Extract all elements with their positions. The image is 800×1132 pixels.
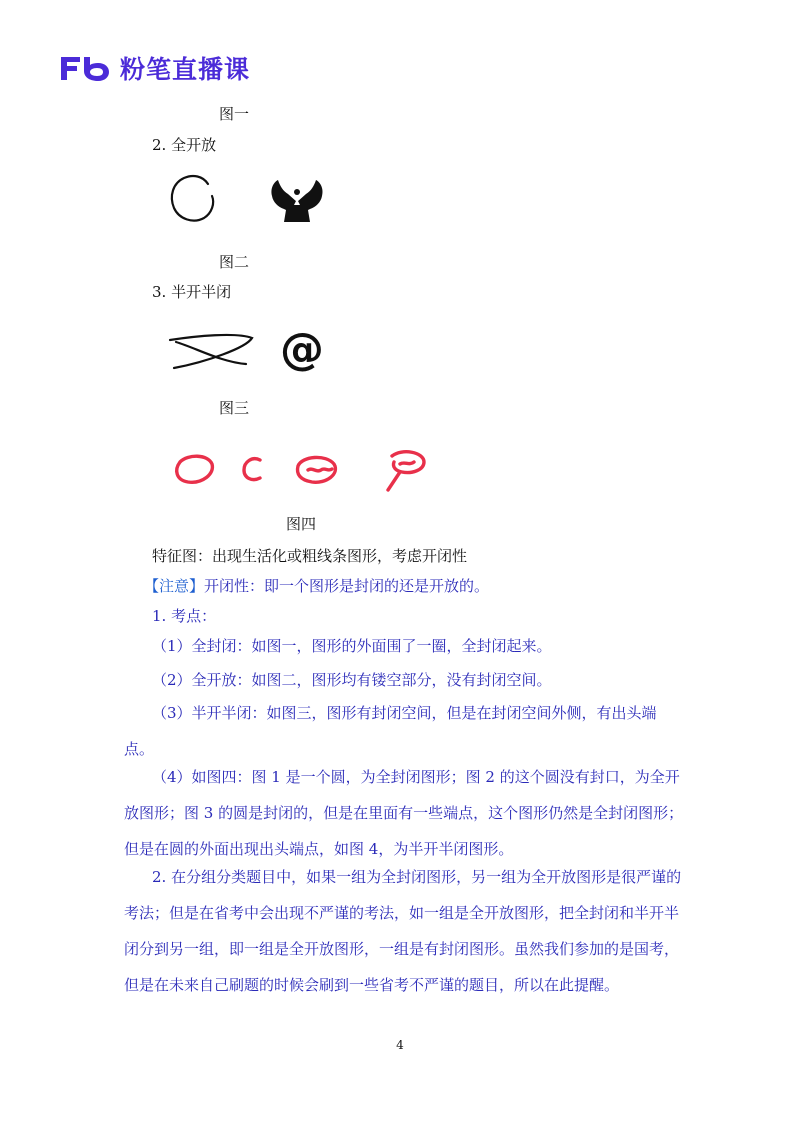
point-3: （3）半开半闭：如图三，图形有封闭空间，但是在封闭空间外侧，有出头端点。 (124, 704, 657, 758)
point-1: （1）全封闭：如图一，图形的外面围了一圈，全封闭起来。 (152, 637, 552, 655)
point-2: （2）全开放：如图二，图形均有镂空部分，没有封闭空间。 (152, 671, 552, 689)
section-full-open: 2. 全开放 (152, 136, 217, 154)
feature-line: 特征图：出现生活化或粗线条图形，考虑开闭性 (152, 547, 468, 565)
caption-fig3: 图三 (219, 399, 250, 417)
point-4: （4）如图四：图 1 是一个圆，为全封闭图形；图 2 的这个圆没有封口，为全开放图形；图 3 的圆是封闭的，但是在里面有一些端点，这个图形仍然是全封闭图形；但是在圆的外面出现出头端点，如图 4，为半开半闭图形。 (124, 768, 684, 858)
caption-fig4: 图四 (286, 515, 317, 533)
sketch-open-circle (244, 459, 260, 480)
note-line (144, 576, 489, 596)
section-half-open: 3. 半开半闭 (152, 283, 232, 301)
figure-3-half-open (166, 318, 346, 378)
at-sign-icon: @ (280, 324, 324, 375)
page-number: 4 (396, 1038, 404, 1052)
brand-logo (58, 52, 250, 84)
figure-4-sketches (168, 440, 448, 500)
points-title: 1. 考点： (152, 607, 217, 625)
figure-2-full-open (160, 172, 330, 232)
point-5: 2. 在分组分类题目中，如果一组为全封闭图形，另一组为全开放图形是很严谨的考法；但是在省考中会出现不严谨的考法，如一组是全开放图形，把全封闭和半开半闭分到另一组，即一组是全开放图形，一组是有封闭图形。虽然我们参加的是国考，但是在未来自己刷题的时候会刷到一些省考不严谨的题目，所以在此提醒。 (124, 868, 682, 994)
brand-name: 粉笔直播课 (120, 55, 251, 84)
sketch-closed-circle (177, 456, 213, 482)
note-bracket: 【注意】 (144, 577, 205, 595)
caption-fig1: 图一 (219, 105, 250, 123)
hands-heart-icon (271, 180, 322, 222)
open-circle-shape (172, 176, 213, 221)
note-text: 开闭性：即一个图形是封闭的还是开放的。 (204, 577, 490, 595)
fb-logo-icon (58, 53, 116, 83)
caption-fig2: 图二 (219, 253, 250, 271)
